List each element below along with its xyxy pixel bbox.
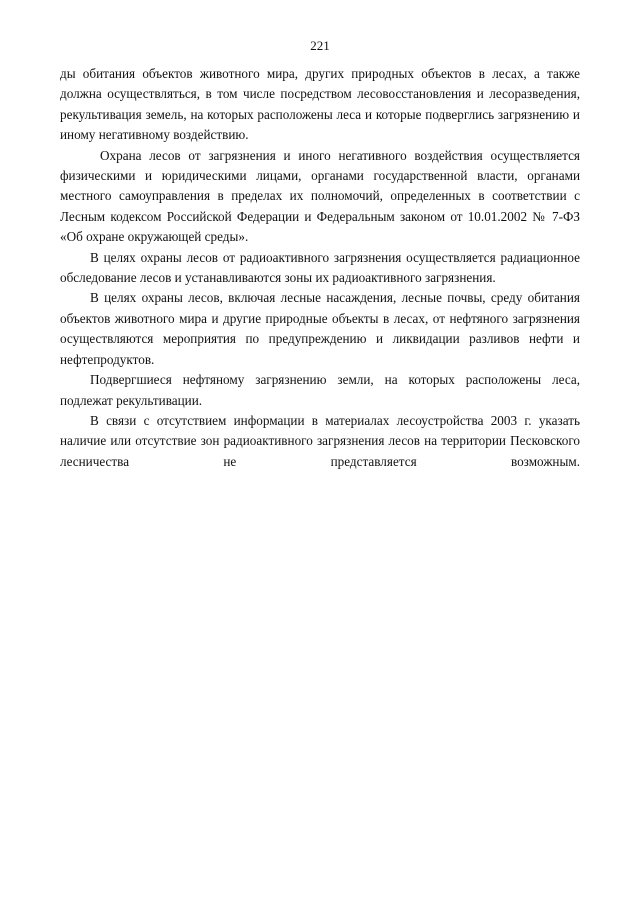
paragraph-oil-contamination: В целях охраны лесов, включая лесные насаждения, лесные почвы, среду обитания объектов животного мира и другие природные объекты в лесах, от нефтяного загрязнения осуществляются мероприятия по предупреждению и ликвидации разливов нефти и нефтепродуктов. bbox=[60, 290, 580, 367]
paragraph-continuation: ды обитания объектов животного мира, других природных объектов в лесах, а также должна осуществляться, в том числе посредством лесовосстановления и лесоразведения, рекультивация земель, на которых расположены леса и которые подверглись загрязнению и иному негативному воздействию. bbox=[60, 66, 580, 143]
paragraph-forest-protection: Охрана лесов от загрязнения и иного негативного воздействия осуществляется физическими и юридическими лицами, органами государственной власти, органами местного самоуправления в пределах их полномочий, определенных в соответствии с Лесным кодексом Российской Федерации и Федеральным законом от 10.01.2002 № 7-ФЗ «Об охране окружающей среды». bbox=[60, 147, 580, 245]
paragraph-recultivation: Подвергшиеся нефтяному загрязнению земли, на которых расположены леса, подлежат рекультивации. bbox=[60, 372, 580, 408]
paragraph-lack-of-information: В связи с отсутствием информации в материалах лесоустройства 2003 г. указать наличие или отсутствие зон радиоактивного загрязнения лесов на территории Песковского лесничества не представляется возможным. bbox=[60, 412, 580, 469]
document-body bbox=[60, 64, 580, 472]
page-number: 221 bbox=[310, 38, 330, 53]
paragraph-radioactive-contamination: В целях охраны лесов от радиоактивного загрязнения осуществляется радиационное обследование лесов и устанавливаются зоны их радиоактивного загрязнения. bbox=[60, 249, 580, 286]
